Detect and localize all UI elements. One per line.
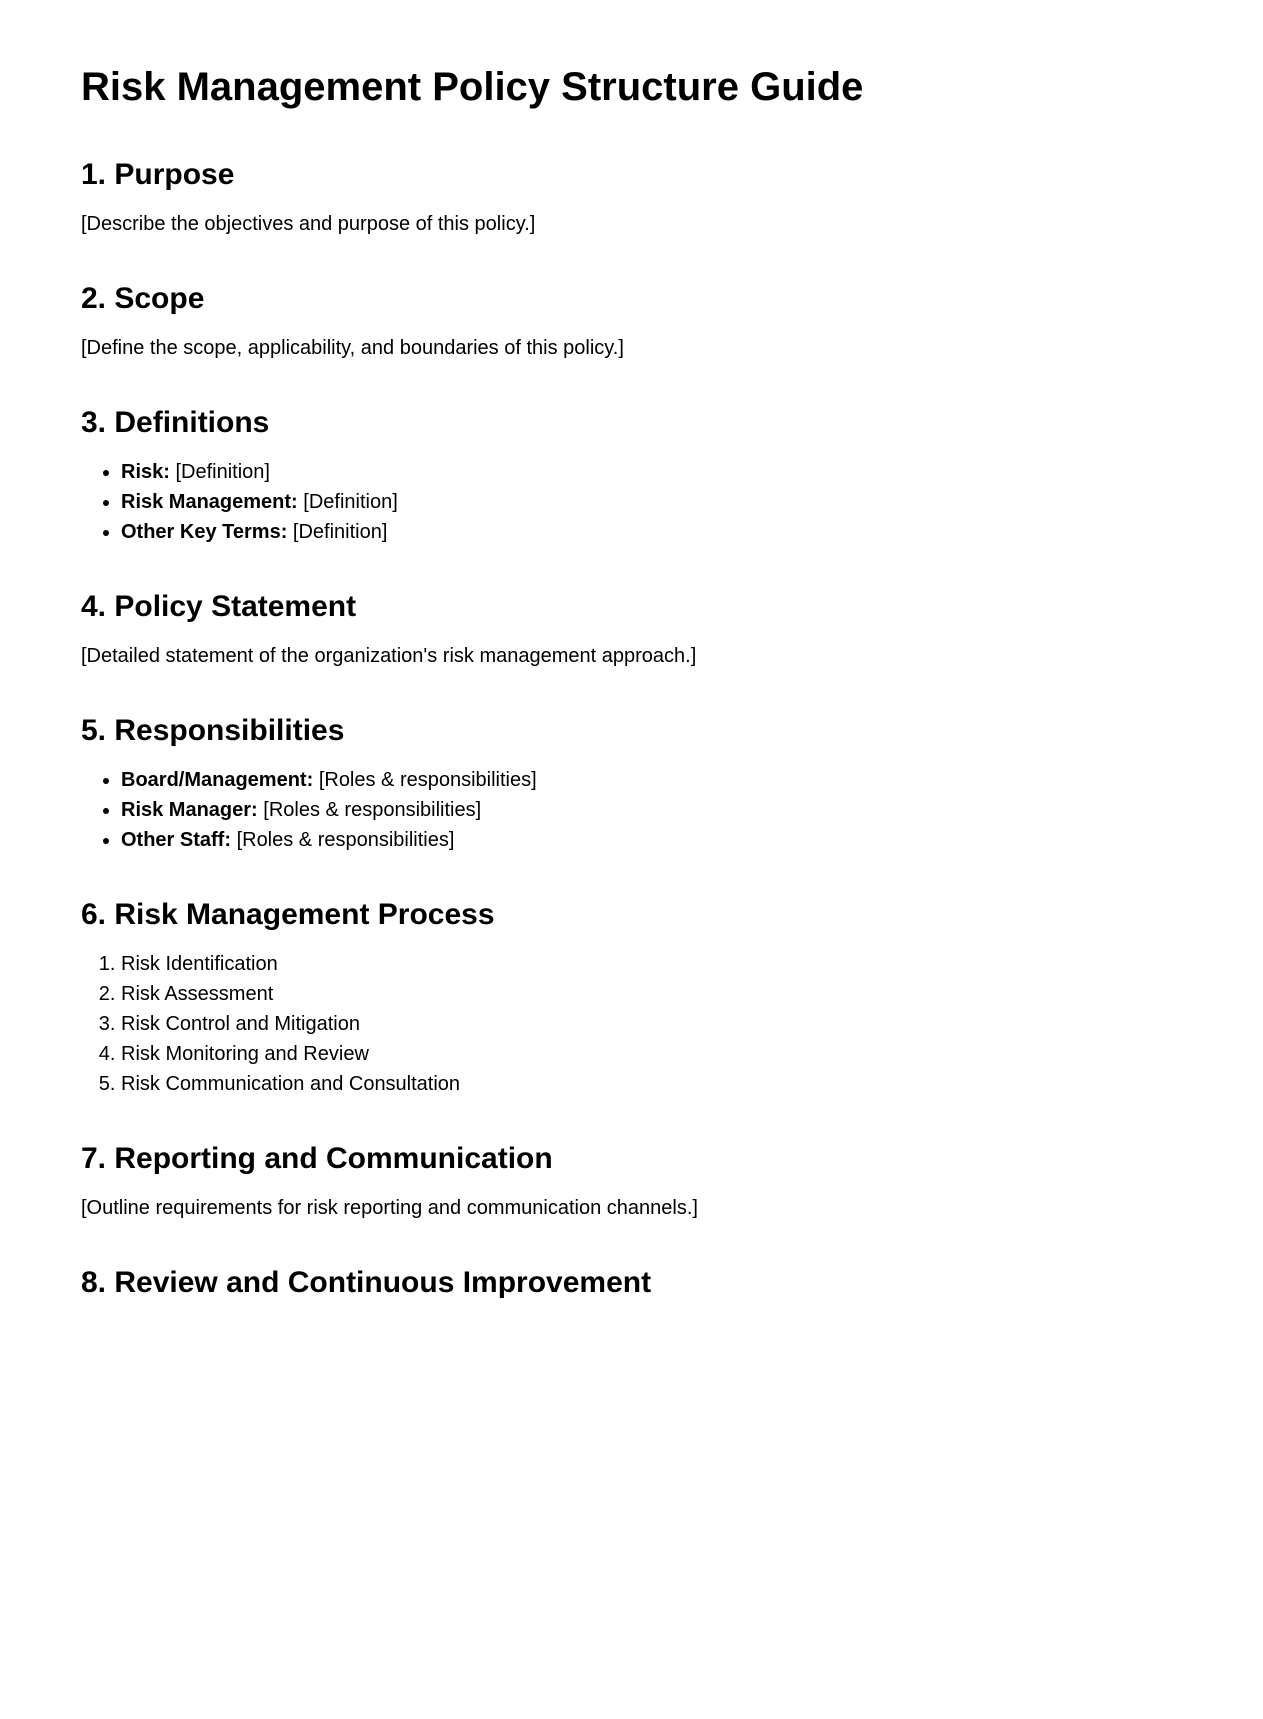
responsibilities-list: [81, 765, 1183, 855]
term-text: [Definition]: [292, 521, 388, 543]
term-text: [Definition]: [175, 461, 270, 483]
section-responsibilities: [81, 713, 1183, 855]
section-heading: 7. Reporting and Communication: [81, 1142, 553, 1175]
term-text: [Roles & responsibilities]: [318, 769, 537, 791]
list-item: 1. Risk Identification: [121, 949, 1183, 979]
term-label: Risk:: [121, 461, 170, 483]
section-heading: 8. Review and Continuous Improvement: [81, 1266, 652, 1299]
term-text: [Roles & responsibilities]: [263, 799, 482, 821]
document-body: [81, 63, 1183, 1301]
section-heading: 1. Purpose: [81, 158, 235, 191]
section-risk-management-process: [81, 897, 1183, 1099]
list-item: 4. Risk Monitoring and Review: [121, 1039, 1183, 1069]
list-item: 2. Risk Assessment: [121, 979, 1183, 1009]
term-text: [Definition]: [303, 491, 398, 513]
list-item: [121, 487, 1183, 517]
term-label: Board/Management:: [121, 769, 314, 791]
term-text: [Roles & responsibilities]: [236, 829, 455, 851]
list-item: [121, 457, 1183, 487]
definitions-list: [81, 457, 1183, 547]
list-item: [121, 517, 1183, 547]
list-item: [121, 825, 1183, 855]
section-scope: [81, 281, 1183, 363]
section-policy-statement: [81, 589, 1183, 671]
list-item: [121, 795, 1183, 825]
list-item: 3. Risk Control and Mitigation: [121, 1009, 1183, 1039]
section-review-improvement: [81, 1265, 1183, 1301]
section-heading: 3. Definitions: [81, 406, 270, 439]
section-paragraph: [Detailed statement of the organization's risk management approach.]: [81, 645, 697, 667]
term-label: Other Key Terms:: [121, 521, 288, 543]
term-label: Other Staff:: [121, 829, 231, 851]
list-item: 5. Risk Communication and Consultation: [121, 1069, 1183, 1099]
section-paragraph: [Describe the objectives and purpose of this policy.]: [81, 213, 536, 235]
process-steps-list: [81, 949, 1183, 1099]
term-label: Risk Manager:: [121, 799, 258, 821]
section-reporting-communication: [81, 1141, 1183, 1223]
section-heading: 4. Policy Statement: [81, 590, 357, 623]
section-paragraph: [Outline requirements for risk reporting and communication channels.]: [81, 1197, 698, 1219]
section-purpose: [81, 157, 1183, 239]
section-heading: 2. Scope: [81, 282, 205, 315]
page-title: Risk Management Policy Structure Guide: [81, 65, 864, 109]
section-heading: 5. Responsibilities: [81, 714, 345, 747]
section-paragraph: [Define the scope, applicability, and boundaries of this policy.]: [81, 337, 624, 359]
section-heading: 6. Risk Management Process: [81, 898, 495, 931]
term-label: Risk Management:: [121, 491, 298, 513]
section-definitions: [81, 405, 1183, 547]
list-item: [121, 765, 1183, 795]
